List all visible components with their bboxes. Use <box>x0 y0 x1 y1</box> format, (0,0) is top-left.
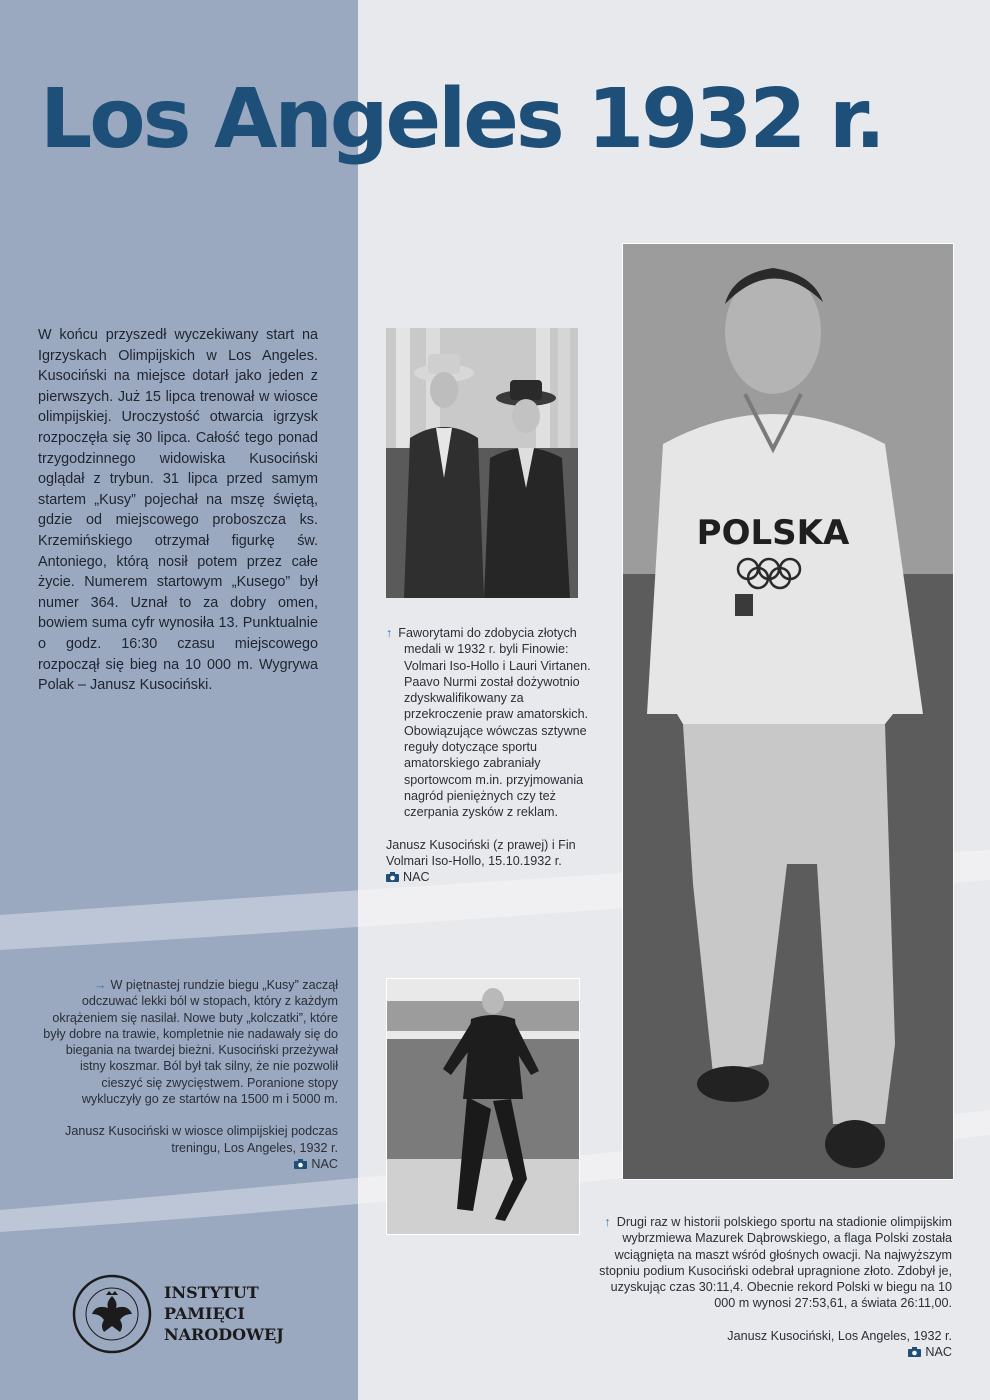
caption-fifteenth-lap <box>40 977 338 1172</box>
caption-favorites <box>386 625 596 885</box>
camera-icon <box>294 1159 307 1169</box>
shirt-text: POLSKA <box>696 513 850 553</box>
photo-credit: NAC <box>386 869 596 885</box>
caption-favorites-text: ↑ Faworytami do zdobycia złotych medali w 1932 r. byli Finowie: Volmari Iso-Hollo i Lauri Virtanen. Paavo Nurmi został dożywotnio zdyskwalifikowany za przekroczenie praw amatorskich. Obowiązujące wówczas sztywne reguły dotyczące sportu amatorskiego zabraniały sportowcom m.in. przyjmowania nagród pieniężnych czy też czerpania zysków z reklam. <box>386 626 591 820</box>
arrow-up-icon: ↑ <box>386 626 393 640</box>
caption-gold-medal <box>590 1214 952 1360</box>
ipn-logo <box>72 1274 302 1354</box>
camera-icon <box>386 872 399 882</box>
page-title: Los Angeles 1932 r. <box>40 72 883 167</box>
caption-fifteenth-lap-photo-desc: Janusz Kusociński w wiosce olimpijskiej podczas treningu, Los Angeles, 1932 r. <box>65 1124 338 1155</box>
caption-favorites-photo-desc: Janusz Kusociński (z prawej) i Fin Volmari Iso-Hollo, 15.10.1932 r. <box>386 837 576 868</box>
camera-icon <box>908 1347 921 1357</box>
left-color-band <box>0 0 358 1400</box>
photo-kusocinski-training <box>386 978 580 1235</box>
eagle-seal-icon <box>72 1274 152 1354</box>
caption-gold-medal-photo-desc: Janusz Kusociński, Los Angeles, 1932 r. <box>727 1328 952 1343</box>
institute-name: INSTYTUT PAMIĘCI NARODOWEJ <box>164 1283 284 1344</box>
photo-kusocinski-iso-hollo <box>386 328 578 598</box>
arrow-up-icon: ↑ <box>604 1215 611 1229</box>
caption-gold-medal-text: ↑ Drugi raz w historii polskiego sportu na stadionie olimpijskim wybrzmiewa Mazurek Dąbrowskiego, a flaga Polski została wciągnięta na maszt wśród głośnych owacji. Na najwyższym stopniu podium Kusociński odebrał upragnione złoto. Zdobył je, uzyskując czas 30:11,4. Obecnie rekord Polski w biegu na 10 000 m wynosi 27:53,61, a świata 26:11,00. <box>599 1215 952 1311</box>
main-body-text: W końcu przyszedł wyczekiwany start na Igrzyskach Olimpijskich w Los Angeles. Kusociński na miejsce dotarł jako jeden z pierwszych. Już 15 lipca trenował w wiosce olimpijskiej. Uroczystość otwarcia igrzysk rozpoczęła się 30 lipca. Całość tego ponad trzygodzinnego widowiska Kusociński oglądał z trybun. 31 lipca przed samym startem „Kusy” pojechał na mszę świętą, gdzie od miejscowego proboszcza ks. Krzemińskiego otrzymał figurkę św. Antoniego, którą nosił potem przez całe życie. Numerem startowym „Kusego” był numer 364. Uznał to za dobry omen, bowiem suma cyfr wynosiła 13. Punktualnie o godz. 16:30 czasu miejscowego rozpoczął się bieg na 10 000 m. Wygrywa Polak – Janusz Kusociński. <box>38 327 318 694</box>
photo-kusocinski-polska-sweater <box>622 243 954 1180</box>
photo-credit: NAC <box>590 1344 952 1360</box>
photo-credit: NAC <box>40 1156 338 1172</box>
caption-fifteenth-lap-text: → W piętnastej rundzie biegu „Kusy” zaczął odczuwać lekki ból w stopach, który z każdym okrążeniem się nasilał. Nowe buty „kolczatki”, które były dobre na trawie, kompletnie nie nadawały się do biegania na twardej bieżni. Kusociński przeżywał istny koszmar. Ból był tak silny, że nie pozwolił cieszyć się zwycięstwem. Poranione stopy wykluczyły go ze startów na 1500 m i 5000 m. <box>43 978 338 1107</box>
arrow-right-icon: → <box>93 978 107 992</box>
